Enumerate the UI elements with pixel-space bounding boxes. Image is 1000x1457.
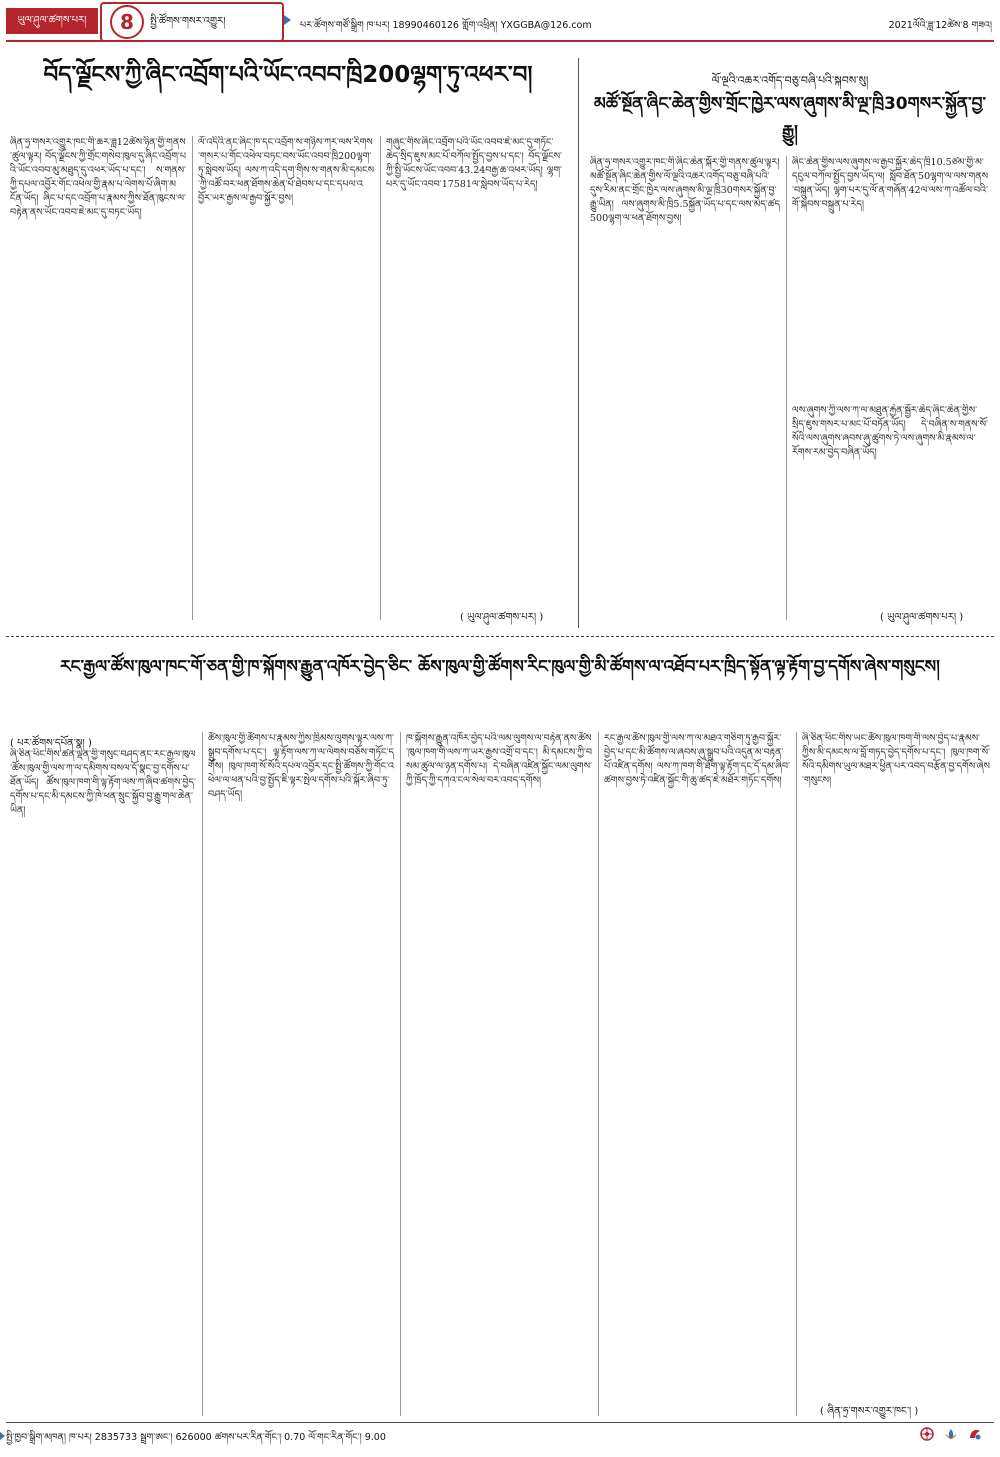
column-divider — [786, 156, 787, 620]
header-rule — [6, 40, 994, 42]
column-divider — [192, 136, 193, 620]
article2-kicker: ལོ་ལྔའི་འཆར་འགོད་བཅུ་བཞི་པའི་སྐབས་སུ། — [711, 74, 869, 87]
wheel-of-dharma-ornament-icon — [918, 1426, 936, 1442]
column-divider — [400, 732, 401, 1416]
article3-headline: རང་རྒྱལ་ཚོས་ཁུལ་ཁང་གོ་ཅན་གྱི་ཁ་སྐོགས་རྒྱུན་འཁོར་བྱེད་ཅིང་ ཆོས་ཁུལ་གྱི་ཚོགས་རིང་ཁུལ་གྱི་མི་ཚོགས་ལ་འཐོབ་པར་ཁྲིད་སྟོན་ལྟ་རྟོག་བྱ་དགོས་ཞེས་གསུངས། — [60, 657, 940, 677]
article3-column-2: ཚོས་ཁུལ་གྱི་ཚོགས་པ་རྣམས་ཀྱིས་ཁྲིམས་ལུགས་ལྟར་ལས་ཀ་སྒྲུབ་དགོས་པ་དང་། ལྟ་རྟོག་ལས་ཀ་ལ་ལེགས་བཅོས་གཏོང་དགོས། ཁུལ་ཁག་སོ་སོའི་དཔལ་འབྱོར་དང་སྤྱི་ཚོགས་ཀྱི་གོང་འཕེལ་ལ་ཕན་པའི་བྱ་སྤྱོད་ཇི་ལྟར་སྤེལ་དགོས་པའི་སྐོར་ཞིབ་ཏུ་བཤད་ཡོད། — [208, 733, 394, 800]
column-divider — [598, 732, 599, 1416]
article3-byline: ( ཞིན་ཧྲ་གསར་འགྱུར་ཁང་། ) — [820, 1406, 919, 1417]
article3-column-3: ཁ་སྐོགས་རྒྱུན་འཁོར་བྱེད་པའི་ལམ་ལུགས་ལ་བརྟེན་ནས་ཚོས་ཁུལ་ཁག་གི་ལས་ཀ་ཡར་རྒྱས་འགྲོ་བ་དང་། མི་དམངས་ཀྱི་བསམ་ཚུལ་ལ་ཉན་དགོས་པ། དེ་བཞིན་འཛིན་སྐྱོང་ལམ་ལུགས་ཀྱི་ཁྲོད་ཀྱི་དཀའ་ངལ་སེལ་བར་འབད་དགོས། — [406, 733, 592, 786]
column-divider — [202, 732, 203, 1416]
article1-column-1: ཞིན་ཧྲ་གསར་འགྱུར་ཁང་གི་ཆར་ཟླ12ཚེས་ཉིན་གྱི་གནས་ཚུལ་ལྟར། བོད་ལྗོངས་ཀྱི་གྲོང་གསེབ་ཁུལ་དུ་ཞིང་འབྲོག་པའི་ཡོང་འབབ་མུ་མཐུད་དུ་འཕར་ཡོད་པ་དང་། ས་གནས་ཀྱི་དཔལ་འབྱོར་གོང་འཕེལ་གྱི་རྣམ་པ་ལེགས་པོ་ཞིག་མངོན་ཡོད། ཞིང་པ་དང་འབྲོག་པ་རྣམས་ཀྱིས་ཐོན་ཁུངས་ལ་བརྟེན་ནས་ཡོང་འབབ་ཇེ་མང་དུ་བཏང་ཡོད། — [10, 137, 186, 218]
article1-headline: བོད་ལྗོངས་ཀྱི་ཞིང་འབྲོག་པའི་ཡོང་འབབ་ཁྲི200ལྷག་ཏུ་འཕར་བ། — [43, 62, 533, 88]
article2-column-2: ཞིང་ཆེན་གྱིས་ལས་ཞུགས་ལ་རྒྱབ་སྐྱོར་ཆེད་ཁྲི10.5ཙམ་གྱི་མ་དངུལ་བཀོལ་སྤྱོད་བྱས་ཡོད་ལ། སློབ་ཐོན་50ལྷག་ལ་ལས་གནས་བསྐྲུན་ཡོད། ལྷག་པར་དུ་ལོ་ན་གཞོན་42ལ་ལས་ཀ་འཚོལ་བའི་གོ་སྐབས་བསྐྲུན་པ་རེད། — [792, 157, 988, 210]
masthead — [0, 0, 1000, 46]
editor-info: པར་ཚོགས་གཙོ་སྒྲིག ཁ་པར། 18990460126 གློག་འཕྲིན། YXGGBA@126.com — [300, 20, 592, 31]
page-number-box — [100, 2, 284, 42]
article1-column-3: གཞུང་གིས་ཞིང་འབྲོག་པའི་ཡོང་འབབ་ཇེ་མང་དུ་གཏོང་ཆེད་སྲིད་ཇུས་མང་པོ་བཀོལ་སྤྱོད་བྱས་པ་དང་། བོད་ལྗོངས་ཀྱི་སྤྱི་ཡོངས་ཡོང་འབབ་43.24བརྒྱ་ཆ་འཕར་ཡོད། ལྷག་པར་དུ་ཡོང་འབབ་17581ལ་སླེབས་ཡོད་པ་རེད། — [386, 137, 562, 190]
triangle-marker-icon — [284, 15, 291, 25]
section-title: སྤྱི་ཚོགས་གསར་འགྱུར། — [150, 16, 226, 27]
footer-info: སྤྱི་ཁྱབ་སྒྲིག་མཁན། ཁ་པར། 2835733 སྦྲག་ཨང་། 626000 ཚགས་པར་རིན་གོང་། 0.70 ལོ་གང་རིན་གོང་། 9.00 — [6, 1432, 386, 1443]
lotus-ornament-icon — [942, 1426, 960, 1442]
article1-column-2: ལོ་འདིའི་ནང་ཞིང་ཁ་དང་འབྲོག་ས་གཉིས་ཀར་ལས་རིགས་གསར་པ་གོང་འཕེལ་བཏང་བས་ཡོང་འབབ་ཁྲི200ལྷག་ཏུ་སླེབས་ཡོད། ལས་ཀ་འདི་དག་གིས་ས་གནས་མི་དམངས་ཀྱི་འཚོ་བར་ཕན་ཐོགས་ཆེན་པོ་ཐེབས་པ་དང་དཔལ་འབྱོར་ཡར་རྒྱས་ལ་རྒྱབ་སྐྱོར་བྱས། — [198, 137, 374, 204]
section-divider — [6, 636, 994, 637]
triangle-marker-icon — [0, 1432, 5, 1440]
article-divider — [578, 58, 579, 628]
paper-name-box: ཡུལ་ཤུལ་ཚགས་པར། — [6, 8, 98, 34]
article3-column-1: ཞི་ཅིན་ཕིང་གིས་ཚན་ལྡན་གྱི་གསུང་བཤད་ནང་རང་རྒྱལ་ཁུལ་ཚོས་ཁུལ་གྱི་ལས་ཀ་ལ་དམིགས་བསལ་དོ་སྣང་བྱ་དགོས་པ་ཐོན་ཡོད། ཚོས་ཁུལ་ཁག་གི་ལྟ་རྟོག་ལས་ཀ་ཞིབ་ཚགས་བྱེད་དགོས་པ་དང་མི་དམངས་ཀྱི་ཁེ་ཕན་སྲུང་སྐྱོབ་བྱ་རྒྱུ་གལ་ཆེན་ཡིན། — [10, 749, 196, 816]
article2-column-1: ཞིན་ཧྲ་གསར་འགྱུར་ཁང་གི་ཞིང་ཆེན་སྐོར་གྱི་གནས་ཚུལ་ལྟར། མཚོ་སྔོན་ཞིང་ཆེན་གྱིས་ལོ་ལྔའི་འཆར་འགོད་བཅུ་བཞི་པའི་དུས་རིམ་ནང་གྲོང་ཁྱེར་ལས་ཞུགས་མི་ལྔ་ཁྲི30གསར་སྐྱོན་བྱ་རྒྱུ་ཡིན། ལས་ཞུགས་མི་ཁྲི5.5སྐྱོན་ཡོད་པ་དང་ལས་མེད་ཚད500ལྷག་ལ་ཕན་ཐོགས་བྱས། — [590, 157, 780, 224]
article2-byline: ( ཡུལ་ཤུལ་ཚགས་པར། ) — [880, 612, 964, 623]
article2-headline: མཚོ་སྔོན་ཞིང་ཆེན་གྱིས་གྲོང་ཁྱེར་ལས་ཞུགས་མི་ལྔ་ཁྲི30གསར་སྐྱོན་བྱ་རྒྱུ། — [593, 94, 987, 142]
conch-ornament-icon — [966, 1426, 984, 1442]
footer-rule — [6, 1422, 994, 1423]
article3-column-5: ཞི་ཅིན་ཕིང་གིས་ཡང་ཚོས་ཁུལ་ཁག་གི་ལས་བྱེད་པ་རྣམས་ཀྱིས་མི་དམངས་ལ་བློ་གཏད་བྱེད་དགོས་པ་དང་། ཁུལ་ཁག་སོ་སོའི་དམིགས་ཡུལ་མཐར་ཕྱིན་པར་འབད་བརྩོན་བྱ་དགོས་ཞེས་གསུངས། — [802, 733, 990, 786]
page-number: 8 — [110, 5, 144, 39]
article3-dateline: ( པར་ཚོགས་དཔོན་སྣ། ) — [10, 738, 92, 749]
article1-byline: ( ཡུལ་ཤུལ་ཚགས་པར། ) — [460, 612, 544, 623]
article3-column-4: རང་རྒྱལ་ཚོས་ཁུལ་གྱི་ལས་ཀ་ལ་མཐའ་གཅིག་ཏུ་རྒྱབ་སྐྱོར་བྱེད་པ་དང་མི་ཚོགས་ལ་ཞབས་ཞུ་སྒྲུབ་པའི་འདུན་མ་བརྟན་པོ་འཛིན་དགོས། ལས་ཀ་ཁག་གི་ཐོག་ལྟ་རྟོག་དང་དོ་དམ་ཞིབ་ཚགས་བྱས་ཏེ་འཛིན་སྐྱོང་གི་ཆུ་ཚད་ཇེ་མཐོར་གཏོང་དགོས། — [604, 733, 790, 786]
article2-column-3: ལས་ཞུགས་ཀྱི་ལས་ཀ་ལ་མཐུན་རྐྱེན་སྦྱོར་ཆེད་ཞིང་ཆེན་གྱིས་སྲིད་ཇུས་གསར་པ་མང་པོ་བཏོན་ཡོད། དེ་བཞིན་ས་གནས་སོ་སོའི་ལས་ཞུགས་ཞབས་ཞུ་ཚུགས་ཏེ་ལས་ཞུགས་མི་རྣམས་ལ་རོགས་རམ་བྱེད་བཞིན་ཡོད། — [792, 405, 988, 458]
column-divider — [380, 136, 381, 620]
column-divider — [796, 732, 797, 1416]
issue-date: 2021ལོའི་ཟླ་12ཚེས་8 གཟའ། — [888, 20, 992, 31]
